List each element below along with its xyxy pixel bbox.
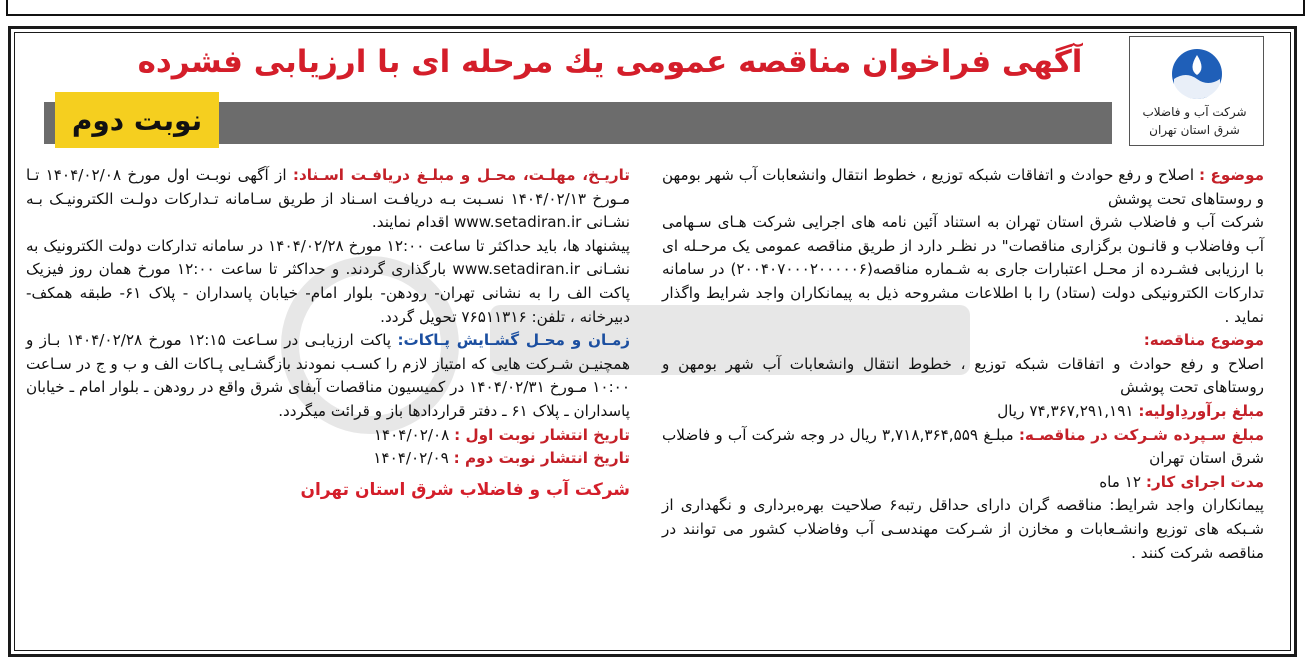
intro-text: شرکت آب و فاضلاب شرق استان تهران به استناد آئین نامه های اجرایی شرکت هـای سـهامی آب وفاضلاب و قانـون برگزاری مناقصات" در نظـر دارد از طریق مناقصه عمومی یک مرحـله ای با ارزیابی فشـرده از محـل اعتبارات جاری به شـماره مناقصه(۲۰۰۴۰۷۰۰۰۲۰۰۰۰۰۶) در سامانه تدارکات الکترونیکی دولت (ستاد) را با اطلاعات مشروحه ذیل به پیمانکاران واجد شرایط واگذار نماید . — [662, 213, 1264, 326]
duration-value: ۱۲ ماه — [1099, 472, 1142, 491]
docs-text-a: از آگهی نوبـت اول مورخ ۱۴۰۴/۰۲/۰۸ تـا مـورخ ۱۴۰۴/۰۲/۱۳ نسـبت بـه دریافـت اسـناد از طریق سـامانه تـدارکات دولـت الکترونیـک بـه نشـانی — [26, 166, 630, 232]
tender-subject-label: موضوع مناقصه: — [1143, 331, 1264, 350]
bids-url-link[interactable]: www.setadiran.ir — [452, 260, 580, 279]
round-badge-label: نوبت دوم — [71, 103, 203, 137]
tender-subject-text: اصلاح و رفع حوادث و اتفاقات شبکه توزیع ، خطوط انتقال وانشعابات آب شهر بومهن و روستاهای تحت پوشش — [662, 354, 1264, 397]
estimate-label: مبلغ برآوردِاولیه: — [1138, 401, 1264, 420]
water-drop-logo-icon — [1166, 45, 1228, 101]
ad-title: آگهی فراخوان مناقصه عمومی یك مرحله ای با ارزیابی فشرده — [137, 44, 1083, 80]
bids-text-a: پیشنهاد ها، باید حداکثر تا ساعت ۱۲:۰۰ مورخ ۱۴۰۴/۰۲/۲۸ در سامانه تدارکات دولت الکترونیک به نشـانی — [26, 236, 631, 279]
estimate-value: ۷۴,۳۶۷,۲۹۱,۱۹۱ ریال — [997, 401, 1134, 420]
deposit-text: مبلـغ ۳,۷۱۸,۳۶۴,۵۵۹ ریال در وجه شرکت آب و فاضلاب شرق استان تهران — [662, 425, 1264, 468]
round-badge — [55, 92, 219, 148]
logo-name-line1: شرکت آب و فاضلاب — [1142, 105, 1247, 119]
docs-label: تاریـخ، مهلـت، محـل و مبلـغ دریافـت اسـناد: — [292, 166, 631, 184]
docs-text-b: اقدام نمایند. — [371, 213, 450, 232]
company-logo-box — [1129, 36, 1264, 146]
deposit-label: مبلغ سـپرده شـرکت در مناقصـه: — [1018, 425, 1265, 444]
right-column — [662, 164, 1264, 565]
pub2-value: ۱۴۰۴/۰۲/۰۹ — [373, 449, 449, 468]
eligibility-text: پیمانکاران واجد شرایط: مناقصه گران دارای حداقل رتبه۶ صلاحیت بهره‌برداری و نگهداری از شـبکه های توزیع وانشـعابات و مخازن از شـرکت مهندسـی آب وفاضلاب کشور می توانند در مناقصه شرکت کنند . — [662, 496, 1264, 562]
duration-label: مدت اجرای کار: — [1145, 472, 1264, 491]
subject-text: اصلاح و رفع حوادث و اتفاقات شبکه توزیع ، خطوط انتقال وانشعابات آب شهر بومهن و روستاهای تحت پوشش — [662, 166, 1264, 208]
bids-text-b: بارگذاری گردند. و حداکثر تا ساعت ۱۲:۰۰ مورخ همان روز فیزیک پاکت الف را به نشانی تهران- رودهن- بلوار امام- خیابان پاسداران - پلاک ۶۱- طبقه همکف- دبیرخانه ، تلفن: ۷۶۵۱۱۳۱۶ تحویل گردد. — [26, 260, 631, 326]
docs-url-link[interactable]: www.setadiran.ir — [453, 213, 582, 232]
logo-name-line2: شرق استان تهران — [1149, 123, 1240, 137]
signature: شرکت آب و فاضلاب شرق استان تهران — [300, 479, 630, 500]
opening-text: پاکت ارزیابـی در سـاعت ۱۲:۱۵ مورخ ۱۴۰۴/۰۲/۲۸ بـاز و همچنیـن شـرکت هایی که امتیاز لازم را کسـب نمودند بازگشـایی پـاکات الف و ب و ج در سـاعت ۱۰:۰۰ مـورخ ۱۴۰۴/۰۲/۳۱ در کمیسیون مناقصات آبفای شرق واقع در رودهن ـ بلوار امام ـ خیابان پاسداران ـ پلاک ۶۱ ـ دفتر قراردادها باز و قرائت میگردد. — [26, 331, 630, 420]
left-column — [26, 164, 630, 502]
opening-label: زمـان و محـل گشـایش پـاکات: — [397, 331, 631, 350]
pub2-label: تاریخ انتشار نوبت دوم : — [453, 449, 630, 468]
pub1-label: تاریخ انتشار نوبت اول : — [454, 425, 630, 444]
top-border-strip — [6, 0, 1305, 16]
pub1-value: ۱۴۰۴/۰۲/۰۸ — [373, 425, 450, 444]
subject-label: موضوع : — [1199, 166, 1265, 184]
